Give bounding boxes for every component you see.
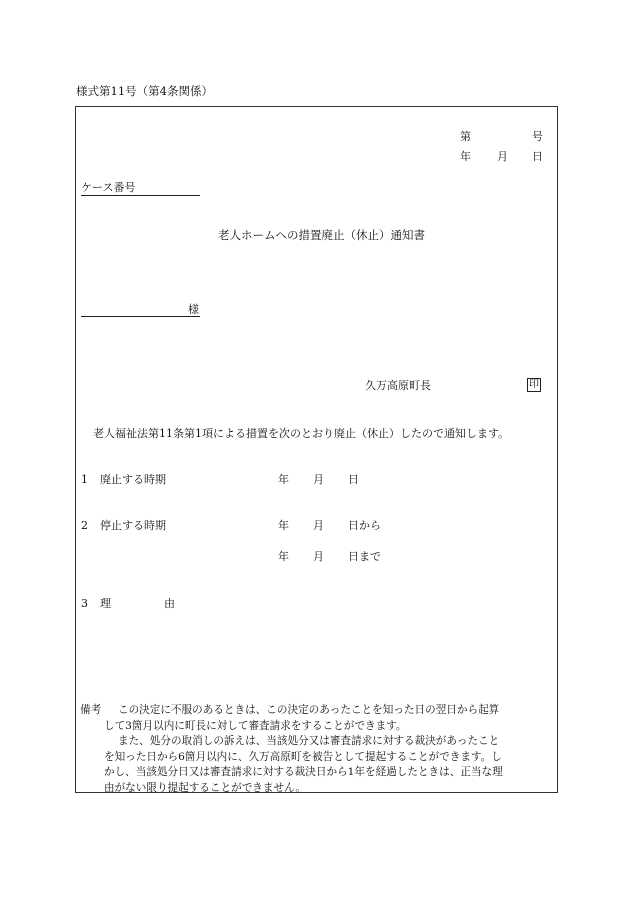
item-1-year: 年 (278, 473, 289, 486)
doc-number-suffix: 号 (532, 130, 543, 143)
item-1-month: 月 (313, 473, 324, 486)
doc-number-label: 第 (460, 130, 471, 143)
item-1-number: 1 (81, 473, 88, 486)
seal-mark: 印 (529, 379, 539, 390)
remarks-p1-line1: この決定に不服のあるときは、この決定のあったことを知った日の翌日から起算 (118, 704, 500, 716)
remarks-head: 備考 (80, 704, 102, 716)
addressee-line (81, 303, 200, 317)
item-2-label: 停止する時期 (100, 519, 166, 532)
item-2-day-from: 日から (348, 519, 381, 532)
item-2-month: 月 (313, 519, 324, 532)
item-1-day: 日 (348, 473, 359, 486)
remarks-p2-line2: を知った日から6箇月以内に、久万高原町を被告として提起することができます。し (104, 750, 502, 763)
issuer-name: 久万高原町長 (365, 379, 431, 392)
date-month: 月 (497, 150, 508, 163)
item-2-year-2: 年 (278, 550, 289, 563)
form-number: 様式第11号（第4条関係） (76, 84, 213, 98)
item-2-day-until: 日まで (348, 550, 381, 563)
remarks-p1-line2: して3箇月以内に町長に対して審査請求をすることができます。 (104, 719, 407, 732)
item-2-month-2: 月 (313, 550, 324, 563)
remarks-p2-line3: かし、当該処分日又は審査請求に対する裁決日から1年を経過したときは、正当な理 (104, 766, 503, 778)
item-2-year: 年 (278, 519, 289, 532)
document-title: 老人ホームへの措置廃止（休止）通知書 (218, 228, 425, 242)
item-2-number: 2 (81, 519, 88, 532)
item-1-label: 廃止する時期 (100, 473, 166, 486)
date-year: 年 (460, 150, 471, 163)
body-text: 老人福祉法第11条第1項による措置を次のとおり廃止（休止）したので通知します。 (93, 427, 510, 440)
remarks-p2-line1: また、処分の取消しの訴えは、当該処分又は審査請求に対する裁決があったこと (118, 735, 500, 747)
case-number-label: ケース番号 (81, 181, 200, 196)
addressee-suffix: 様 (188, 303, 199, 316)
item-3-number: 3 (81, 597, 88, 610)
item-3-label-b: 由 (164, 597, 175, 610)
remarks-block (80, 703, 552, 796)
date-day: 日 (532, 150, 543, 163)
item-3-label-a: 理 (100, 597, 111, 610)
remarks-p2-line4: 由がない限り提起することができません。 (104, 781, 306, 794)
form-frame (75, 106, 558, 793)
